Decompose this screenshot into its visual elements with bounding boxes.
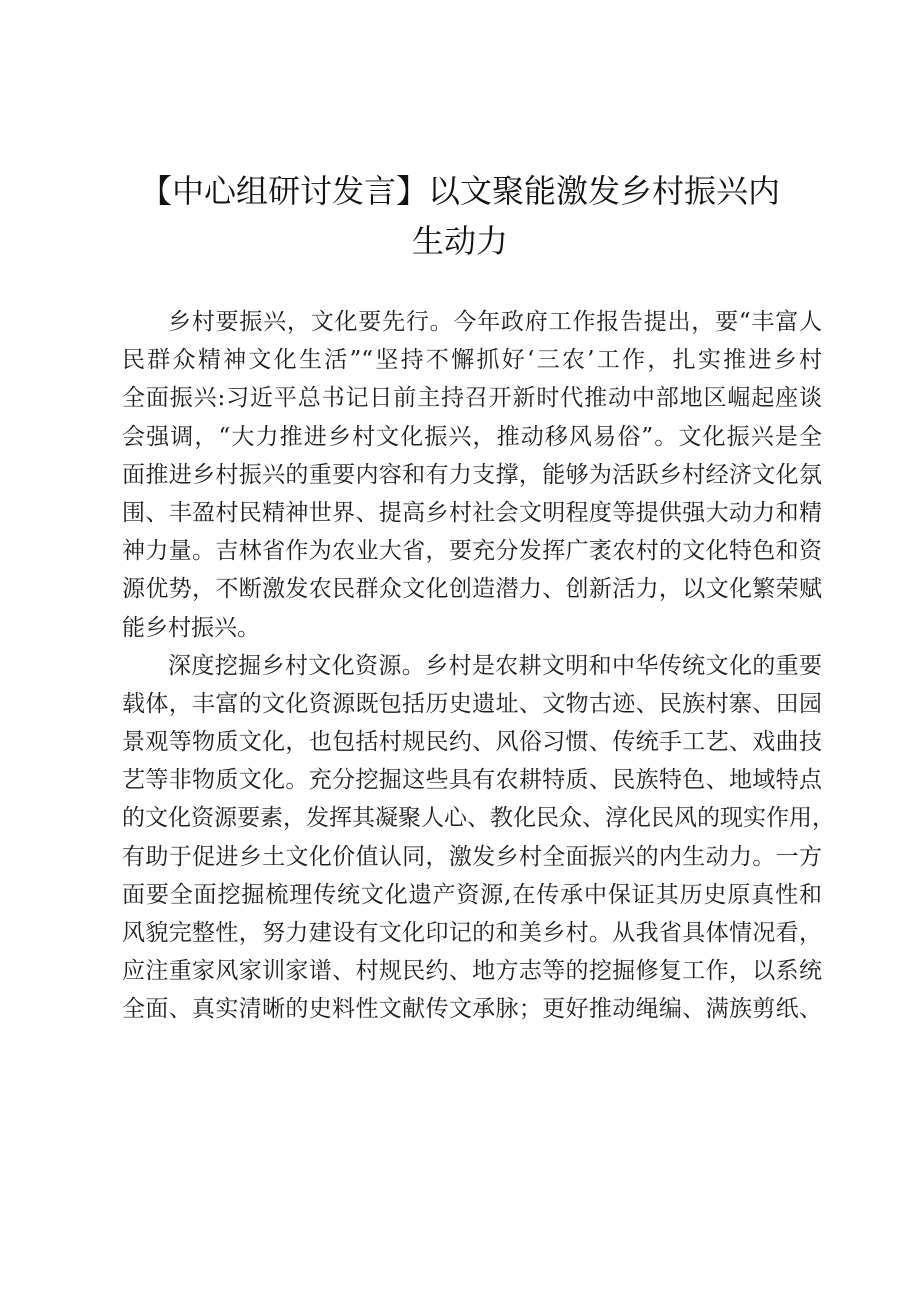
- paragraph-line: 全面、真实清晰的史料性文献传文承脉；更好推动绳编、满族剪纸、: [122, 996, 822, 1023]
- document-body: [122, 303, 835, 1029]
- paragraph-line: 会强调，“大力推进乡村文化振兴，推动移风易俗”。文化振兴是全: [122, 423, 822, 450]
- paragraph-1: [122, 303, 822, 647]
- paragraph-line: 的文化资源要素，发挥其凝聚人心、教化民众、淳化民风的现实作用，: [122, 805, 835, 832]
- paragraph-line: 景观等物质文化，也包括村规民约、风俗习惯、传统手工艺、戏曲技: [122, 729, 822, 756]
- document-title: [100, 166, 820, 266]
- paragraph-line: 能乡村振兴。: [122, 614, 260, 641]
- paragraph-line: 有助于促进乡土文化价值认同，激发乡村全面振兴的内生动力。一方: [122, 843, 822, 870]
- paragraph-line: 艺等非物质文化。充分挖掘这些具有农耕特质、民族特色、地域特点: [122, 767, 822, 794]
- paragraph-2: [122, 647, 835, 1029]
- paragraph-line: 源优势，不断激发农民群众文化创造潜力、创新活力，以文化繁荣赋: [122, 576, 822, 603]
- paragraph-line: 神力量。吉林省作为农业大省，要充分发挥广袤农村的文化特色和资: [122, 538, 822, 565]
- paragraph-line: 载体，丰富的文化资源既包括历史遗址、文物古迹、民族村寨、田园: [122, 690, 822, 717]
- paragraph-line: 民群众精神文化生活”“坚持不懈抓好‘三农’工作，扎实推进乡村: [122, 347, 822, 374]
- paragraph-line: 面要全面挖掘梳理传统文化遗产资源,在传承中保证其历史原真性和: [122, 881, 822, 908]
- title-line-2: 生动力: [411, 222, 508, 260]
- paragraph-line: 应注重家风家训家谱、村规民约、地方志等的挖掘修复工作，以系统: [122, 958, 822, 985]
- paragraph-line: 风貌完整性，努力建设有文化印记的和美乡村。从我省具体情况看，: [122, 920, 822, 946]
- paragraph-line: 围、丰盈村民精神世界、提高乡村社会文明程度等提供强大动力和精: [122, 499, 822, 526]
- paragraph-line: 全面振兴:习近平总书记日前主持召开新时代推动中部地区崛起座谈: [122, 385, 822, 412]
- paragraph-line: 面推进乡村振兴的重要内容和有力支撑，能够为活跃乡村经济文化氛: [122, 461, 822, 488]
- title-line-1: 【中心组研讨发言】以文聚能激发乡村振兴内: [139, 172, 780, 210]
- paragraph-line: 乡村要振兴，文化要先行。今年政府工作报告提出，要“丰富人: [168, 309, 822, 335]
- paragraph-line: 深度挖掘乡村文化资源。乡村是农耕文明和中华传统文化的重要: [168, 652, 822, 679]
